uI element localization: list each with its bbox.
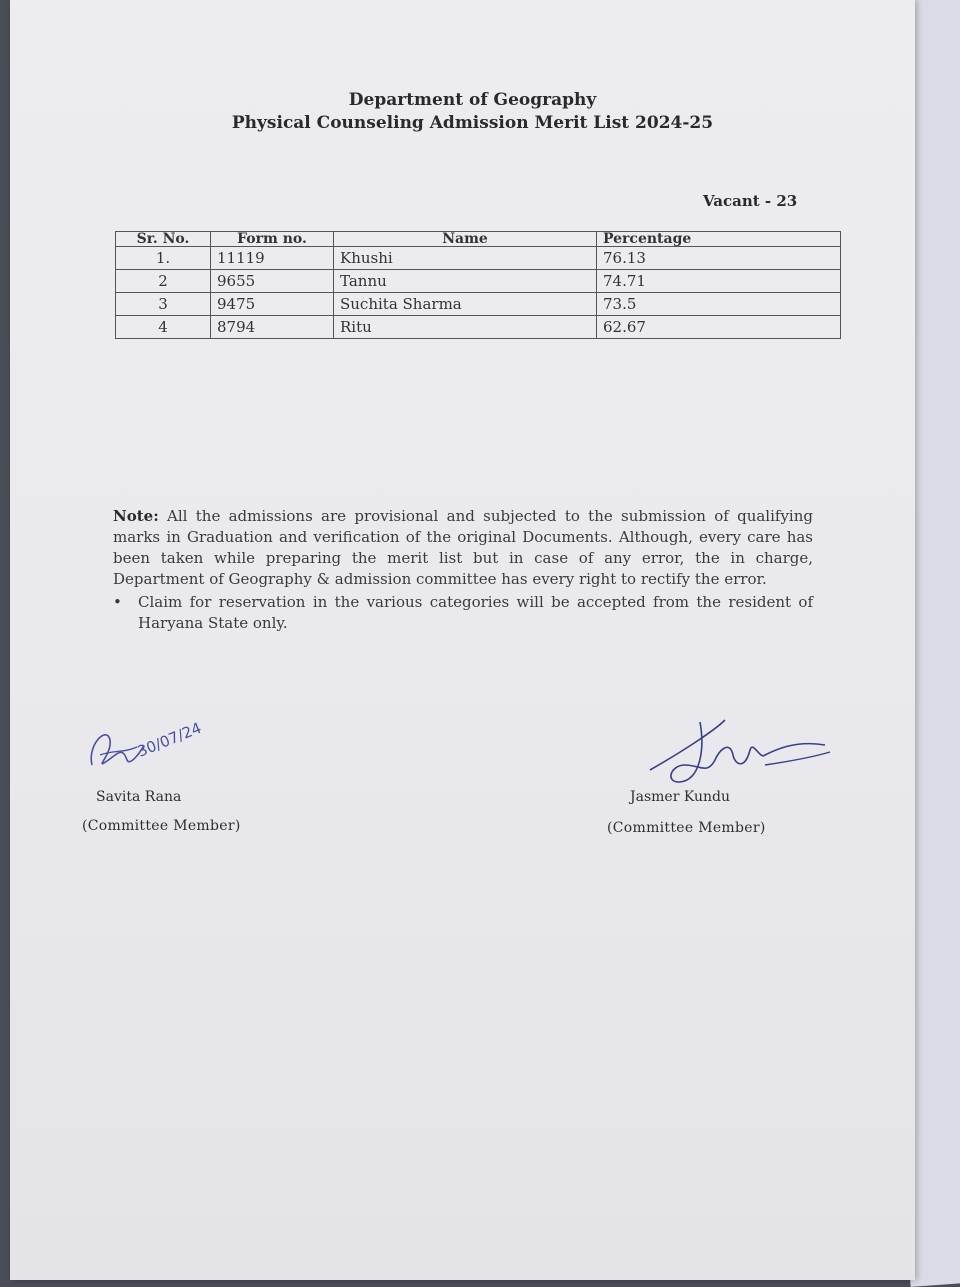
cell-form: 11119 <box>211 247 334 270</box>
col-header-name: Name <box>334 232 597 247</box>
cell-percentage: 76.13 <box>597 247 841 270</box>
note-label: Note: <box>113 507 159 525</box>
table-header-row <box>116 232 841 247</box>
signature-left <box>82 705 232 785</box>
vacant-count: Vacant - 23 <box>703 192 798 210</box>
cell-name: Ritu <box>334 316 597 339</box>
bullet-icon: • <box>113 593 122 611</box>
signatory-role-left: (Committee Member) <box>82 818 241 834</box>
document-sheet <box>10 0 915 1280</box>
note-paragraph <box>113 506 813 590</box>
table-row <box>116 316 841 339</box>
col-header-form: Form no. <box>211 232 334 247</box>
merit-table <box>115 231 841 339</box>
cell-form: 9475 <box>211 293 334 316</box>
bullet-text: Claim for reservation in the various categories will be accepted from the resident of Haryana State only. <box>138 593 813 632</box>
note-bullet <box>113 592 813 634</box>
col-header-sr: Sr. No. <box>116 232 211 247</box>
table-row <box>116 270 841 293</box>
cell-percentage: 73.5 <box>597 293 841 316</box>
table-row <box>116 247 841 270</box>
cell-sr: 4 <box>116 316 211 339</box>
signatory-name-right: Jasmer Kundu <box>630 789 731 805</box>
note-text: All the admissions are provisional and subjected to the submission of qualifying marks in Graduation and verification of the original Documents. Although, every care has been taken while preparing the merit list but in case of any error, the in charge, Department of Geography & admission committee has every right to rectify the error. <box>113 507 813 588</box>
signature-date: 30/07/24 <box>134 718 204 761</box>
cell-sr: 1. <box>116 247 211 270</box>
col-header-percentage: Percentage <box>597 232 841 247</box>
department-title: Department of Geography <box>348 90 597 110</box>
cell-form: 8794 <box>211 316 334 339</box>
cell-percentage: 74.71 <box>597 270 841 293</box>
cell-sr: 2 <box>116 270 211 293</box>
cell-sr: 3 <box>116 293 211 316</box>
list-title: Physical Counseling Admission Merit List 2024-25 <box>231 113 714 133</box>
cell-form: 9655 <box>211 270 334 293</box>
cell-name: Tannu <box>334 270 597 293</box>
signature-right <box>645 710 845 790</box>
cell-name: Suchita Sharma <box>334 293 597 316</box>
signatory-role-right: (Committee Member) <box>607 820 766 836</box>
cell-name: Khushi <box>334 247 597 270</box>
signatory-name-left: Savita Rana <box>96 789 182 805</box>
cell-percentage: 62.67 <box>597 316 841 339</box>
table-row <box>116 293 841 316</box>
